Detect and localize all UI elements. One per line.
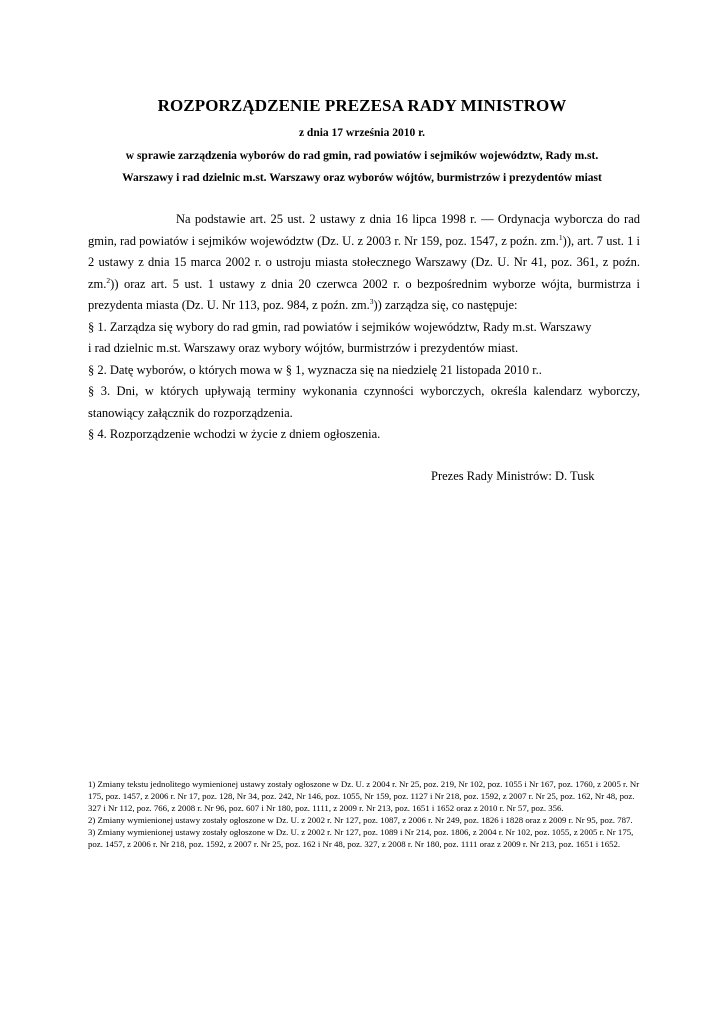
document-subject-line-1: w sprawie zarządzenia wyborów do rad gmin, rad powiatów i sejmików województw, Rady m.st.: [125, 150, 599, 162]
footnote-3: 3) Zmiany wymienionej ustawy zostały ogłoszone w Dz. U. z 2002 r. Nr 127, poz. 1089 i Nr 214, poz. 1806, z 2004 r. Nr 102, poz. 1055, z 2005 r. Nr 175, poz. 1457, z 2006 r. Nr 218, poz. 1592, z 2007 r. Nr 25, poz. 162 i Nr 48, poz. 327, z 2008 r. Nr 180, poz. 1111 oraz z 2009 r. Nr 213, poz. 1651 i 1652.: [88, 827, 634, 850]
document-title: ROZPORZĄDZENIE PREZESA RADY MINISTROW: [157, 96, 567, 115]
preamble-part-1: Na podstawie art. 25 ust. 2 ustawy z dnia 16 lipca 1998 r. — Ordynacja wyborcza do rad gmin, rad powiatów i sejmików województw (Dz. U. z 2003 r. Nr 159, poz. 1547, z poźn. zm.: [88, 212, 640, 248]
document-subject-line-2: Warszawy i rad dzielnic m.st. Warszawy oraz wyborów wójtów, burmistrzów i prezydentów miast: [122, 172, 602, 184]
footnote-ref-2: 2: [106, 275, 111, 285]
section-4: § 4. Rozporządzenie wchodzi w życie z dniem ogłoszenia.: [88, 427, 381, 441]
preamble: [88, 209, 640, 317]
footnote-1: 1) Zmiany tekstu jednolitego wymienionej ustawy zostały ogłoszone w Dz. U. z 2004 r. Nr 25, poz. 219, Nr 102, poz. 1055 i Nr 167, poz. 1760, z 2005 r. Nr 175, poz. 1457, z 2006 r. Nr 17, poz. 128, Nr 34, poz. 242, Nr 146, poz. 1055, Nr 159, poz. 1127 i Nr 218, poz. 1592, z 2007 r. Nr 25, poz. 162, Nr 48, poz. 327 i Nr 112, poz. 766, z 2008 r. Nr 96, poz. 607 i Nr 180, poz. 1111, z 2009 r. Nr 213, poz. 1651 i 1652 oraz z 2010 r. Nr 57, poz. 356.: [88, 779, 640, 814]
signature: Prezes Rady Ministrów: D. Tusk: [431, 469, 595, 483]
preamble-part-3: )) oraz art. 5 ust. 1 ustawy z dnia 20 czerwca 2002 r. o bezpośrednim wyborze wójta, burmistrza i prezydenta miasta (Dz. U. Nr 113, poz. 984, z poźn. zm.: [88, 276, 640, 312]
section-1-line-1: § 1. Zarządza się wybory do rad gmin, rad powiatów i sejmików województw, Rady m.st. Warszawy: [88, 319, 592, 334]
preamble-part-4: )) zarządza się, co następuje:: [373, 298, 518, 312]
document-date: z dnia 17 września 2010 r.: [298, 127, 426, 139]
footnotes: [88, 778, 642, 851]
document-body: [88, 209, 640, 446]
footnote-2: 2) Zmiany wymienionej ustawy zostały ogłoszone w Dz. U. z 2002 r. Nr 127, poz. 1087, z 2006 r. Nr 249, poz. 1826 i 1828 oraz z 2009 r. Nr 95, poz. 787.: [88, 815, 633, 826]
section-3: § 3. Dni, w których upływają terminy wykonania czynności wyborczych, określa kalendarz wyborczy, stanowiący załącznik do rozporządzenia.: [88, 384, 640, 420]
preamble-part-2: )), art. 7 ust. 1 i 2 ustawy z dnia 15 marca 2002 r. o ustroju miasta stołecznego Warszawy (Dz. U. Nr 41, poz. 361, z poźn. zm.: [88, 233, 640, 291]
footnote-ref-3: 3: [369, 297, 374, 306]
section-2: § 2. Datę wyborów, o których mowa w § 1, wyznacza się na niedzielę 21 listopada 2010 r..: [88, 362, 542, 377]
section-1-line-2: i rad dzielnic m.st. Warszawy oraz wybory wójtów, burmistrzów i prezydentów miast.: [88, 341, 519, 355]
footnote-ref-1: 1: [558, 232, 563, 242]
